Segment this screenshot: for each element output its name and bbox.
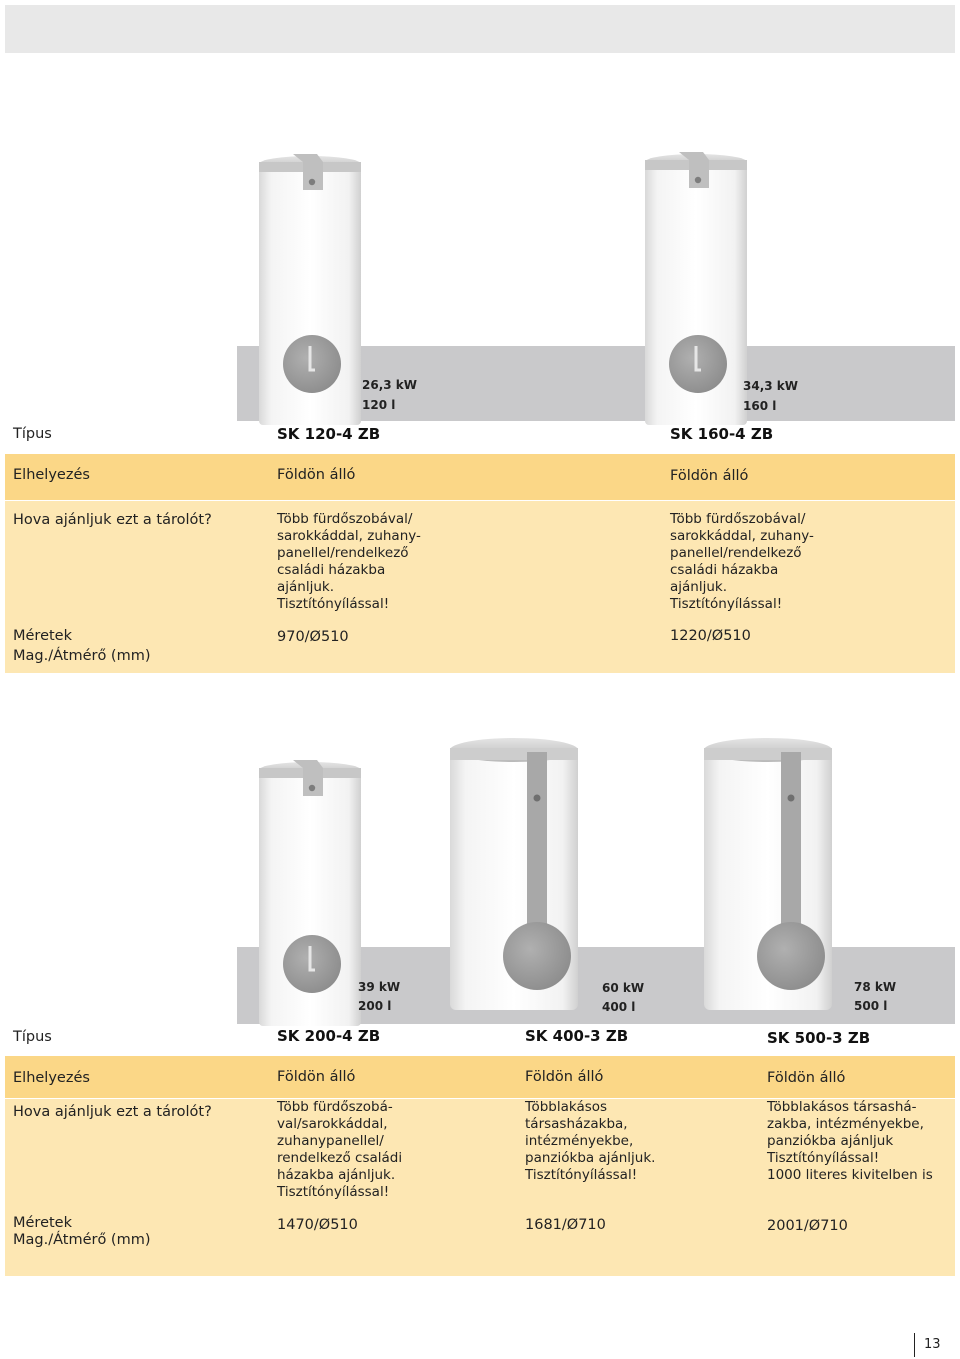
- power-value: 39 kW: [358, 980, 401, 994]
- recommendation-label: Hova ajánljuk ezt a tárolót?: [13, 512, 212, 528]
- dimensions-value: 1220/Ø510: [670, 628, 751, 644]
- recommendation-text: Többlakásos társashá- zakba, intézményekbe, panziókba ajánljuk Tisztítónyílással! 1000 literes kivitelben is: [767, 1099, 933, 1183]
- diameter-label: Mag./Átmérő (mm): [13, 648, 151, 664]
- placement-value: Földön álló: [670, 468, 749, 484]
- recommendation-label: Hova ajánljuk ezt a tárolót?: [13, 1104, 212, 1120]
- model-name: SK 160-4 ZB: [670, 425, 774, 443]
- model-name: SK 120-4 ZB: [277, 425, 381, 443]
- placement-value: Földön álló: [277, 467, 356, 483]
- dimensions-value: 2001/Ø710: [767, 1218, 848, 1234]
- model-name: SK 400-3 ZB: [525, 1027, 629, 1045]
- placement-label: Elhelyezés: [13, 467, 90, 483]
- power-value: 60 kW: [602, 981, 645, 995]
- volume-value: 400 l: [602, 1000, 636, 1014]
- dimensions-label: Méretek: [13, 1215, 72, 1231]
- wide-water-tank-icon: [700, 734, 836, 1010]
- slim-water-tank-icon: [255, 150, 365, 425]
- recommendation-text: Többlakásos társasházakba, intézményekbe, panziókba ajánljuk. Tisztítónyílással!: [525, 1099, 656, 1183]
- dimensions-value: 1681/Ø710: [525, 1217, 606, 1233]
- type-label: Típus: [13, 1029, 52, 1045]
- recommendation-text: Több fürdőszobával/ sarokkáddal, zuhany- panellel/rendelkező családi házakba ajánljuk. Tisztítónyílással!: [277, 511, 421, 612]
- model-name: SK 500-3 ZB: [767, 1029, 871, 1047]
- slim-water-tank-icon: [255, 756, 365, 1026]
- dimensions-value: 1470/Ø510: [277, 1217, 358, 1233]
- dimensions-value: 970/Ø510: [277, 629, 349, 645]
- recommendation-text: Több fürdőszobával/ sarokkáddal, zuhany- panellel/rendelkező családi házakba ajánljuk. Tisztítónyílással!: [670, 511, 814, 612]
- volume-value: 200 l: [358, 999, 392, 1013]
- top-banner: [5, 5, 955, 53]
- power-value: 26,3 kW: [362, 378, 418, 392]
- power-value: 34,3 kW: [743, 379, 799, 393]
- dimensions-label: Méretek: [13, 628, 72, 644]
- placement-value: Földön álló: [277, 1069, 356, 1085]
- diameter-label: Mag./Átmérő (mm): [13, 1232, 151, 1248]
- recommendation-text: Több fürdőszobá- val/sarokkáddal, zuhanypanellel/ rendelkező családi házakba ajánljuk. Tisztítónyílással!: [277, 1099, 403, 1200]
- page-number: 13: [914, 1333, 941, 1357]
- volume-value: 120 l: [362, 398, 396, 412]
- slim-water-tank-icon: [641, 148, 751, 425]
- wide-water-tank-icon: [446, 734, 582, 1010]
- type-label: Típus: [13, 426, 52, 442]
- model-name: SK 200-4 ZB: [277, 1027, 381, 1045]
- placement-row: [5, 454, 955, 500]
- placement-value: Földön álló: [767, 1070, 846, 1086]
- placement-value: Földön álló: [525, 1069, 604, 1085]
- volume-value: 500 l: [854, 999, 888, 1013]
- volume-value: 160 l: [743, 399, 777, 413]
- placement-label: Elhelyezés: [13, 1070, 90, 1086]
- power-value: 78 kW: [854, 980, 897, 994]
